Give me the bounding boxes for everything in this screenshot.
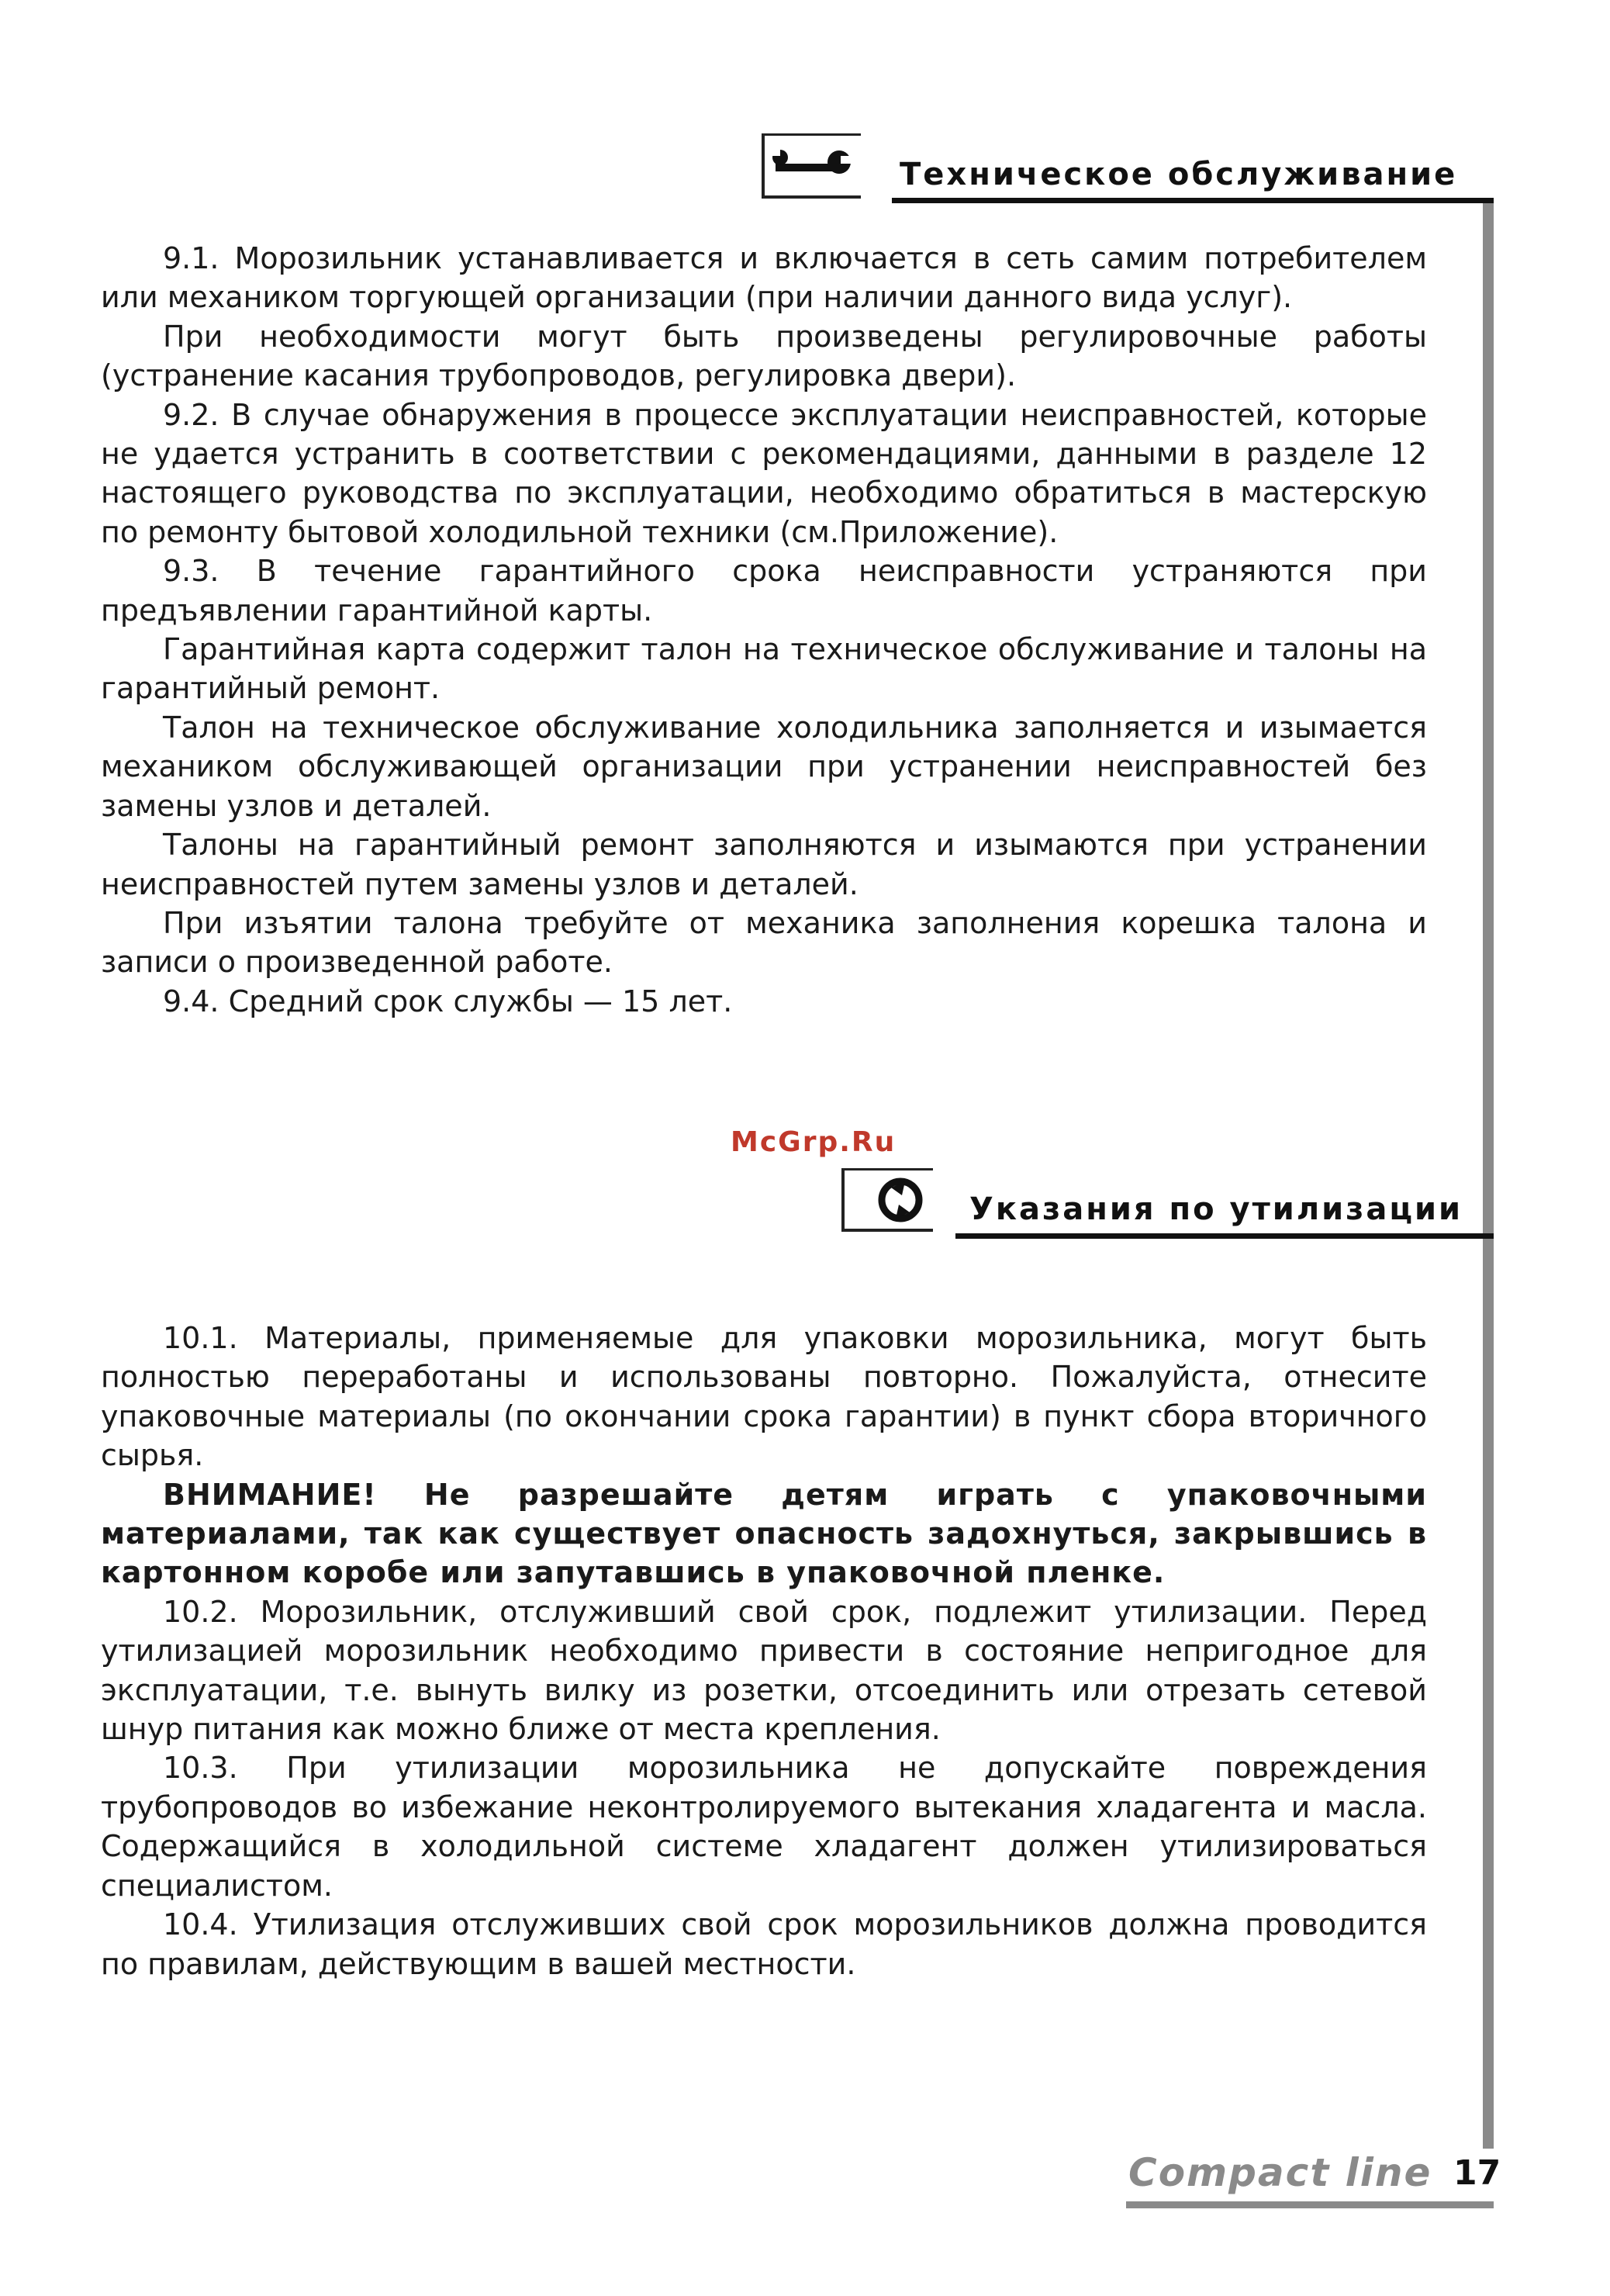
page-number: 17	[1453, 2153, 1501, 2193]
paragraph: 10.2. Морозильник, отслуживший свой срок, подлежит утилизации. Перед утилизацией морозильник необходимо привести в состояние непригодное для эксплуатации, т.е. вынуть вилку из розетки, отсоединить или отрезать сетевой шнур питания как можно ближе от места крепления.	[101, 1594, 1427, 1747]
paragraph: 9.2. В случае обнаружения в процессе эксплуатации неисправностей, которые не удается устранить в соответствии с рекомендациями, данными в разделе 12 настоящего руководства по эксплуатации, необходимо обратиться в мастерскую по ремонту бытовой холодильной техники (см.Приложение).	[101, 397, 1427, 549]
paragraph: Талон на техническое обслуживание холодильника заполняется и изымается механиком обслуживающей организации при устранении неисправностей без замены узлов и деталей.	[101, 710, 1427, 823]
section-body	[101, 239, 1427, 1021]
paragraph: 10.4. Утилизация отслуживших свой срок морозильников должна проводится по правилам, действующим в вашей местности.	[101, 1907, 1427, 1981]
section-body	[101, 1319, 1427, 1983]
footer-rule	[1126, 2201, 1494, 2208]
right-vertical-rule	[1483, 203, 1494, 2149]
paragraph: Гарантийная карта содержит талон на техническое обслуживание и талоны на гарантийный ремонт.	[101, 632, 1427, 706]
paragraph: 9.3. В течение гарантийного срока неисправности устраняются при предъявлении гарантийной карты.	[101, 554, 1427, 628]
paragraph: 9.4. Средний срок службы — 15 лет.	[163, 984, 733, 1018]
section-underline	[955, 1233, 1494, 1239]
paragraph: При изъятии талона требуйте от механика заполнения корешка талона и записи о произведенной работе.	[101, 905, 1427, 980]
paragraph: 10.1. Материалы, применяемые для упаковки морозильника, могут быть полностью переработаны и использованы повторно. Пожалуйста, отнесите упаковочные материалы (по окончании срока гарантии) в пункт сбора вторичного сырья.	[101, 1321, 1427, 1473]
wrench-icon	[762, 133, 861, 199]
paragraph: При необходимости могут быть произведены регулировочные работы (устранение касания трубопроводов, регулировка двери).	[101, 319, 1427, 393]
section-underline	[892, 198, 1494, 203]
recycle-icon	[841, 1168, 933, 1232]
paragraph: 10.3. При утилизации морозильника не допускайте повреждения трубопроводов во избежание неконтролируемого вытекания хладагента и масла. Содержащийся в холодильной системе хладагент должен утилизироваться специалистом.	[101, 1751, 1427, 1903]
paragraph: Талоны на гарантийный ремонт заполняются и изымаются при устранении неисправностей путем замены узлов и деталей.	[101, 828, 1427, 901]
watermark: McGrp.Ru	[731, 1126, 897, 1158]
section-title: Техническое обслуживание	[900, 157, 1458, 192]
section-title: Указания по утилизации	[969, 1191, 1463, 1227]
warning-paragraph: ВНИМАНИЕ! Не разрешайте детям играть с упаковочными материалами, так как существует опасность задохнуться, закрывшись в картонном коробе или запутавшись в упаковочной пленке.	[101, 1477, 1427, 1590]
paragraph: 9.1. Морозильник устанавливается и включается в сеть самим потребителем или механиком торгующей организации (при наличии данного вида услуг).	[101, 241, 1427, 315]
brand-label: Compact line	[1128, 2150, 1432, 2195]
